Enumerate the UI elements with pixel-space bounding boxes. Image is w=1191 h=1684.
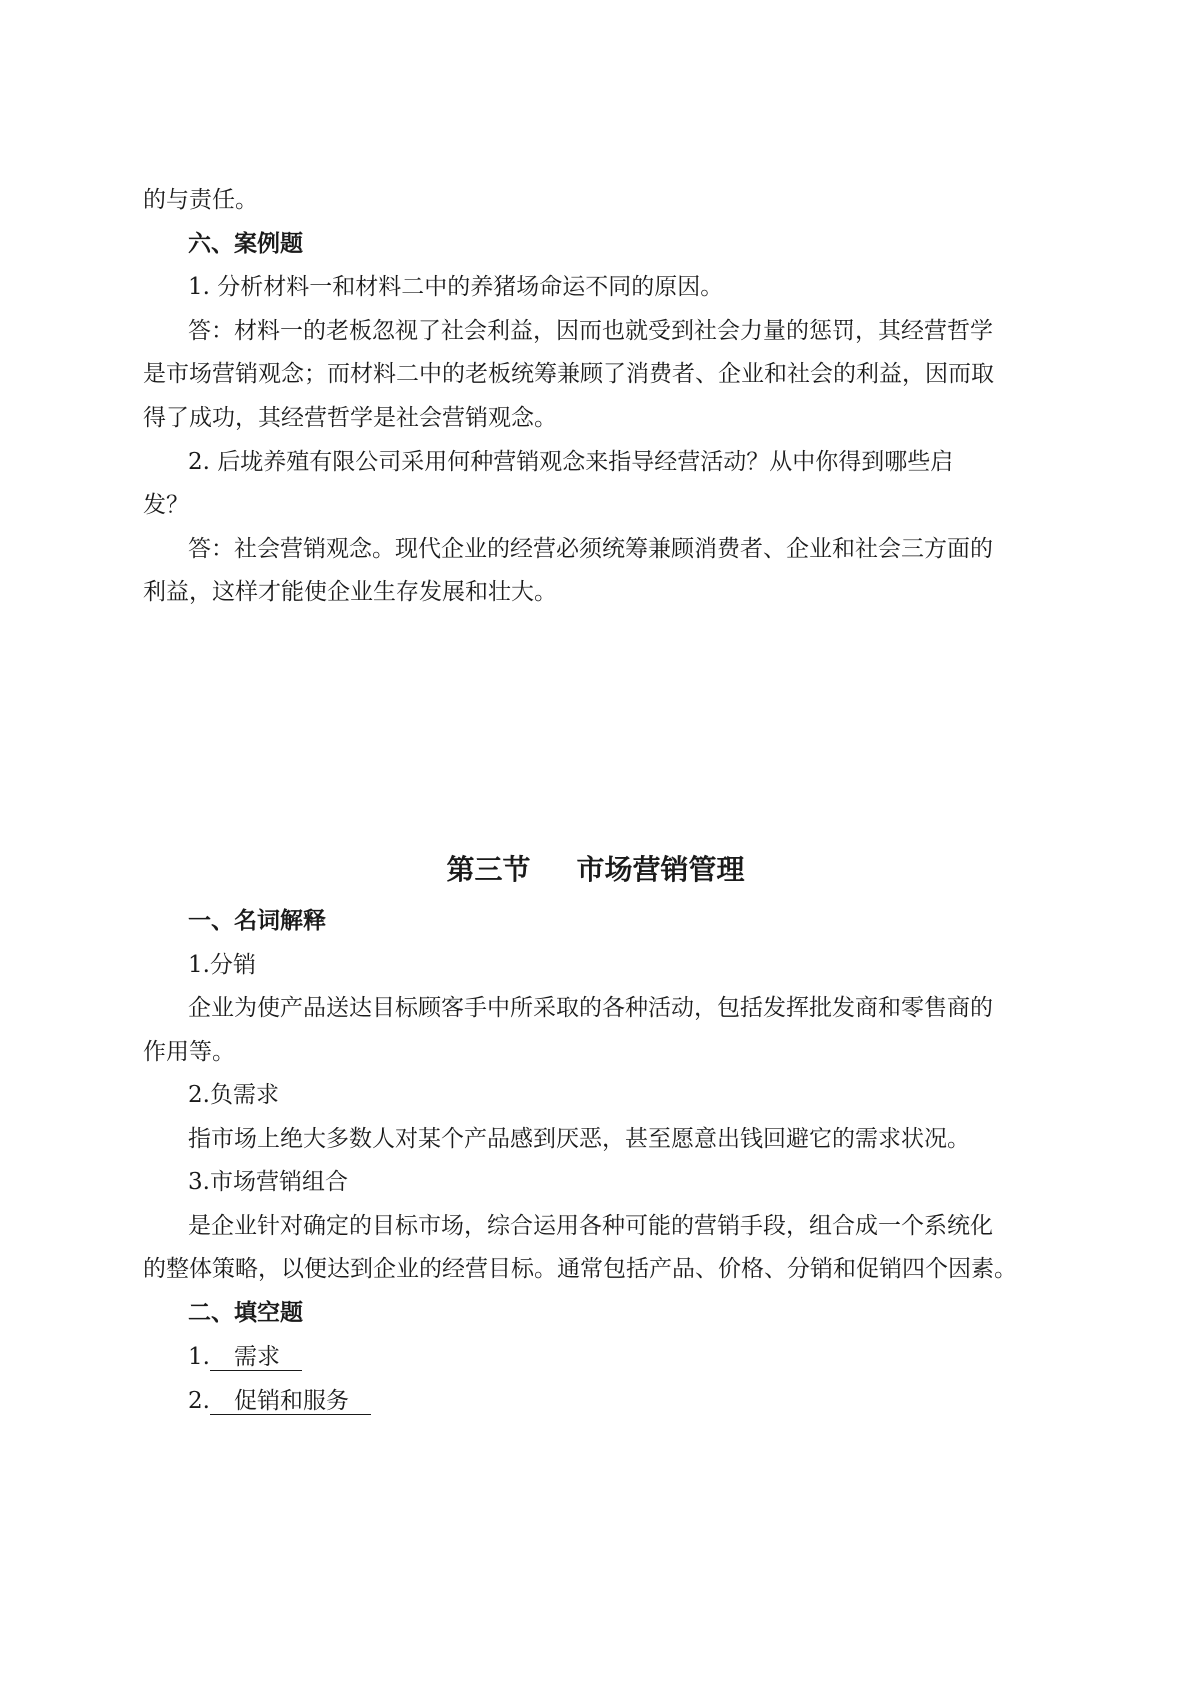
- term-1-definition-line-1: 企业为使产品送达目标顾客手中所采取的各种活动，包括发挥批发商和零售商的: [188, 995, 993, 1021]
- answer-1-line-2: 是市场营销观念；而材料二中的老板统筹兼顾了消费者、企业和社会的利益，因而取: [143, 361, 994, 387]
- answer-2-line-1: 答：社会营销观念。现代企业的经营必须统筹兼顾消费者、企业和社会三方面的: [188, 536, 993, 562]
- case-heading: 六、案例题: [188, 231, 303, 257]
- term-1-definition-line-2: 作用等。: [143, 1039, 235, 1065]
- fill-item-2-number: 2.: [188, 1388, 210, 1414]
- fill-item-1: [188, 1342, 302, 1372]
- fill-item-2-answer: 促销和服务: [233, 1388, 349, 1414]
- term-2-definition: 指市场上绝大多数人对某个产品感到厌恶，甚至愿意出钱回避它的需求状况。: [188, 1126, 970, 1152]
- term-3-definition-line-1: 是企业针对确定的目标市场，综合运用各种可能的营销手段，组合成一个系统化: [188, 1213, 993, 1239]
- question-2-line-2: 发？: [143, 492, 189, 518]
- term-3-definition-line-2: 的整体策略，以便达到企业的经营目标。通常包括产品、价格、分销和促销四个因素。: [143, 1256, 1017, 1282]
- question-1: 1. 分析材料一和材料二中的养猪场命运不同的原因。: [188, 274, 724, 300]
- term-1-label: 1.分销: [188, 952, 256, 978]
- fill-item-2-answer-blank: [210, 1388, 371, 1415]
- term-3-label: 3.市场营销组合: [188, 1169, 348, 1195]
- section-title: [0, 852, 1191, 888]
- fill-item-1-number: 1.: [188, 1344, 210, 1370]
- answer-1-line-1: 答：材料一的老板忽视了社会利益，因而也就受到社会力量的惩罚，其经营哲学: [188, 318, 993, 344]
- answer-1-line-3: 得了成功，其经营哲学是社会营销观念。: [143, 405, 557, 431]
- question-2-line-1: 2. 后垅养殖有限公司采用何种营销观念来指导经营活动？从中你得到哪些启: [188, 449, 954, 475]
- term-2-label: 2.负需求: [188, 1082, 279, 1108]
- fill-heading: 二、填空题: [188, 1300, 303, 1326]
- fill-item-1-answer: 需求: [233, 1344, 280, 1370]
- paragraph-continuation: 的与责任。: [143, 187, 258, 213]
- terms-heading: 一、名词解释: [188, 908, 326, 934]
- section-title-number: 第三节: [446, 853, 531, 886]
- answer-2-line-2: 利益，这样才能使企业生存发展和壮大。: [143, 579, 557, 605]
- section-title-text: 市场营销管理: [576, 853, 745, 886]
- fill-item-2: [188, 1386, 371, 1416]
- fill-item-1-answer-blank: [210, 1344, 302, 1371]
